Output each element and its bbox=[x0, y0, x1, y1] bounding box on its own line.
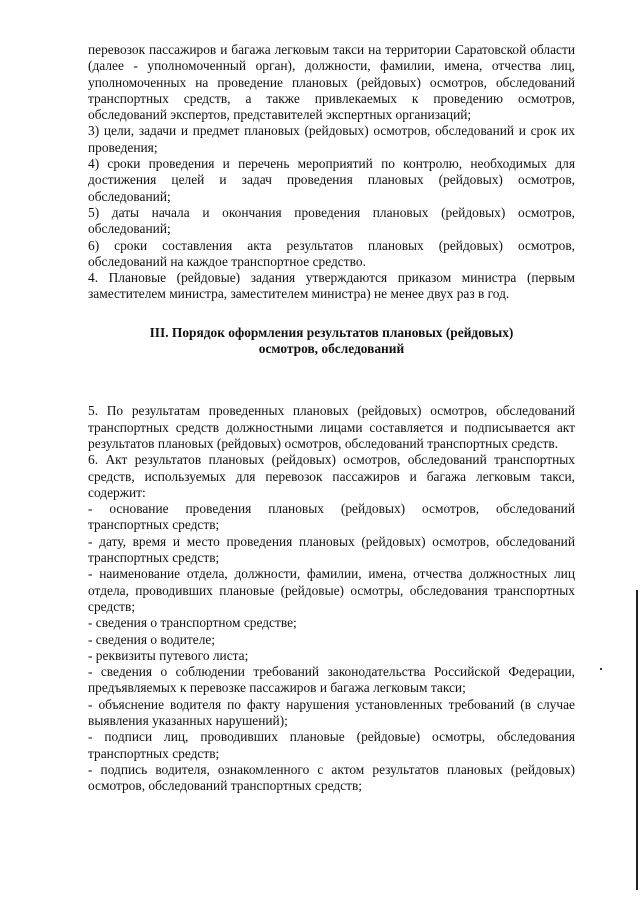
scan-speck bbox=[600, 668, 602, 670]
spacer bbox=[88, 357, 575, 403]
paragraph: 3) цели, задачи и предмет плановых (рейдовых) осмотров, обследований и срок их проведения; bbox=[88, 123, 575, 155]
list-item: - сведения о водителе; bbox=[88, 631, 216, 647]
paragraph: 5. По результатам проведенных плановых (рейдовых) осмотров, обследований транспортных средств должностными лицами составляется и подписывается акт результатов плановых (рейдовых) осмотров, обследований транспортных средств. bbox=[88, 403, 575, 451]
section-heading-line-2: осмотров, обследований bbox=[258, 341, 405, 357]
paragraph: перевозок пассажиров и багажа легковым такси на территории Саратовской области (далее - уполномоченный орган), должности, фамилии, имена, отчества лиц, уполномоченных на проведение плановых (рейдовых) осмотров, обследований транспортных средств, а также привлекаемых к проведению осмотров, обследований экспертов, представителей экспертных организаций; bbox=[88, 42, 575, 123]
spacer bbox=[88, 303, 575, 325]
list-item: - наименование отдела, должности, фамилии, имена, отчества должностных лиц отдела, проводивших плановые (рейдовые) осмотры, обследования транспортных средств; bbox=[88, 566, 575, 614]
list-item: - объяснение водителя по факту нарушения установленных требований (в случае выявления указанных нарушений); bbox=[88, 696, 575, 728]
list-item: - дату, время и место проведения плановых (рейдовых) осмотров, обследований транспортных средств; bbox=[88, 533, 575, 566]
list-item: - подпись водителя, ознакомленного с актом результатов плановых (рейдовых) осмотров, обследований транспортных средств; bbox=[88, 761, 575, 794]
paragraph: 5) даты начала и окончания проведения плановых (рейдовых) осмотров, обследований; bbox=[88, 204, 575, 237]
paragraph: 4. Плановые (рейдовые) задания утверждаются приказом министра (первым заместителем министра, заместителем министра) не менее двух раз в год. bbox=[88, 270, 575, 302]
list-item: - реквизиты путевого листа; bbox=[88, 647, 249, 663]
list-item: - сведения о соблюдении требований законодательства Российской Федерации, предъявляемых к перевозке пассажиров и багажа легковым такси; bbox=[88, 664, 575, 696]
document-body bbox=[88, 42, 575, 794]
section-heading-line-1: III. Порядок оформления результатов плановых (рейдовых) bbox=[149, 324, 514, 340]
list-item: - сведения о транспортном средстве; bbox=[88, 615, 297, 631]
scan-edge-line bbox=[636, 590, 638, 890]
list-item: - подписи лиц, проводивших плановые (рейдовые) осмотры, обследования транспортных средств; bbox=[88, 729, 575, 761]
list-item: - основание проведения плановых (рейдовых) осмотров, обследований транспортных средств; bbox=[88, 501, 575, 533]
paragraph: 4) сроки проведения и перечень мероприятий по контролю, необходимых для достижения целей и задач проведения плановых (рейдовых) осмотров, обследований; bbox=[88, 156, 575, 204]
paragraph: 6. Акт результатов плановых (рейдовых) осмотров, обследований транспортных средств, используемых для перевозок пассажиров и багажа легковым такси, содержит: bbox=[88, 452, 575, 500]
paragraph: 6) сроки составления акта результатов плановых (рейдовых) осмотров, обследований на каждое транспортное средство. bbox=[88, 237, 575, 269]
